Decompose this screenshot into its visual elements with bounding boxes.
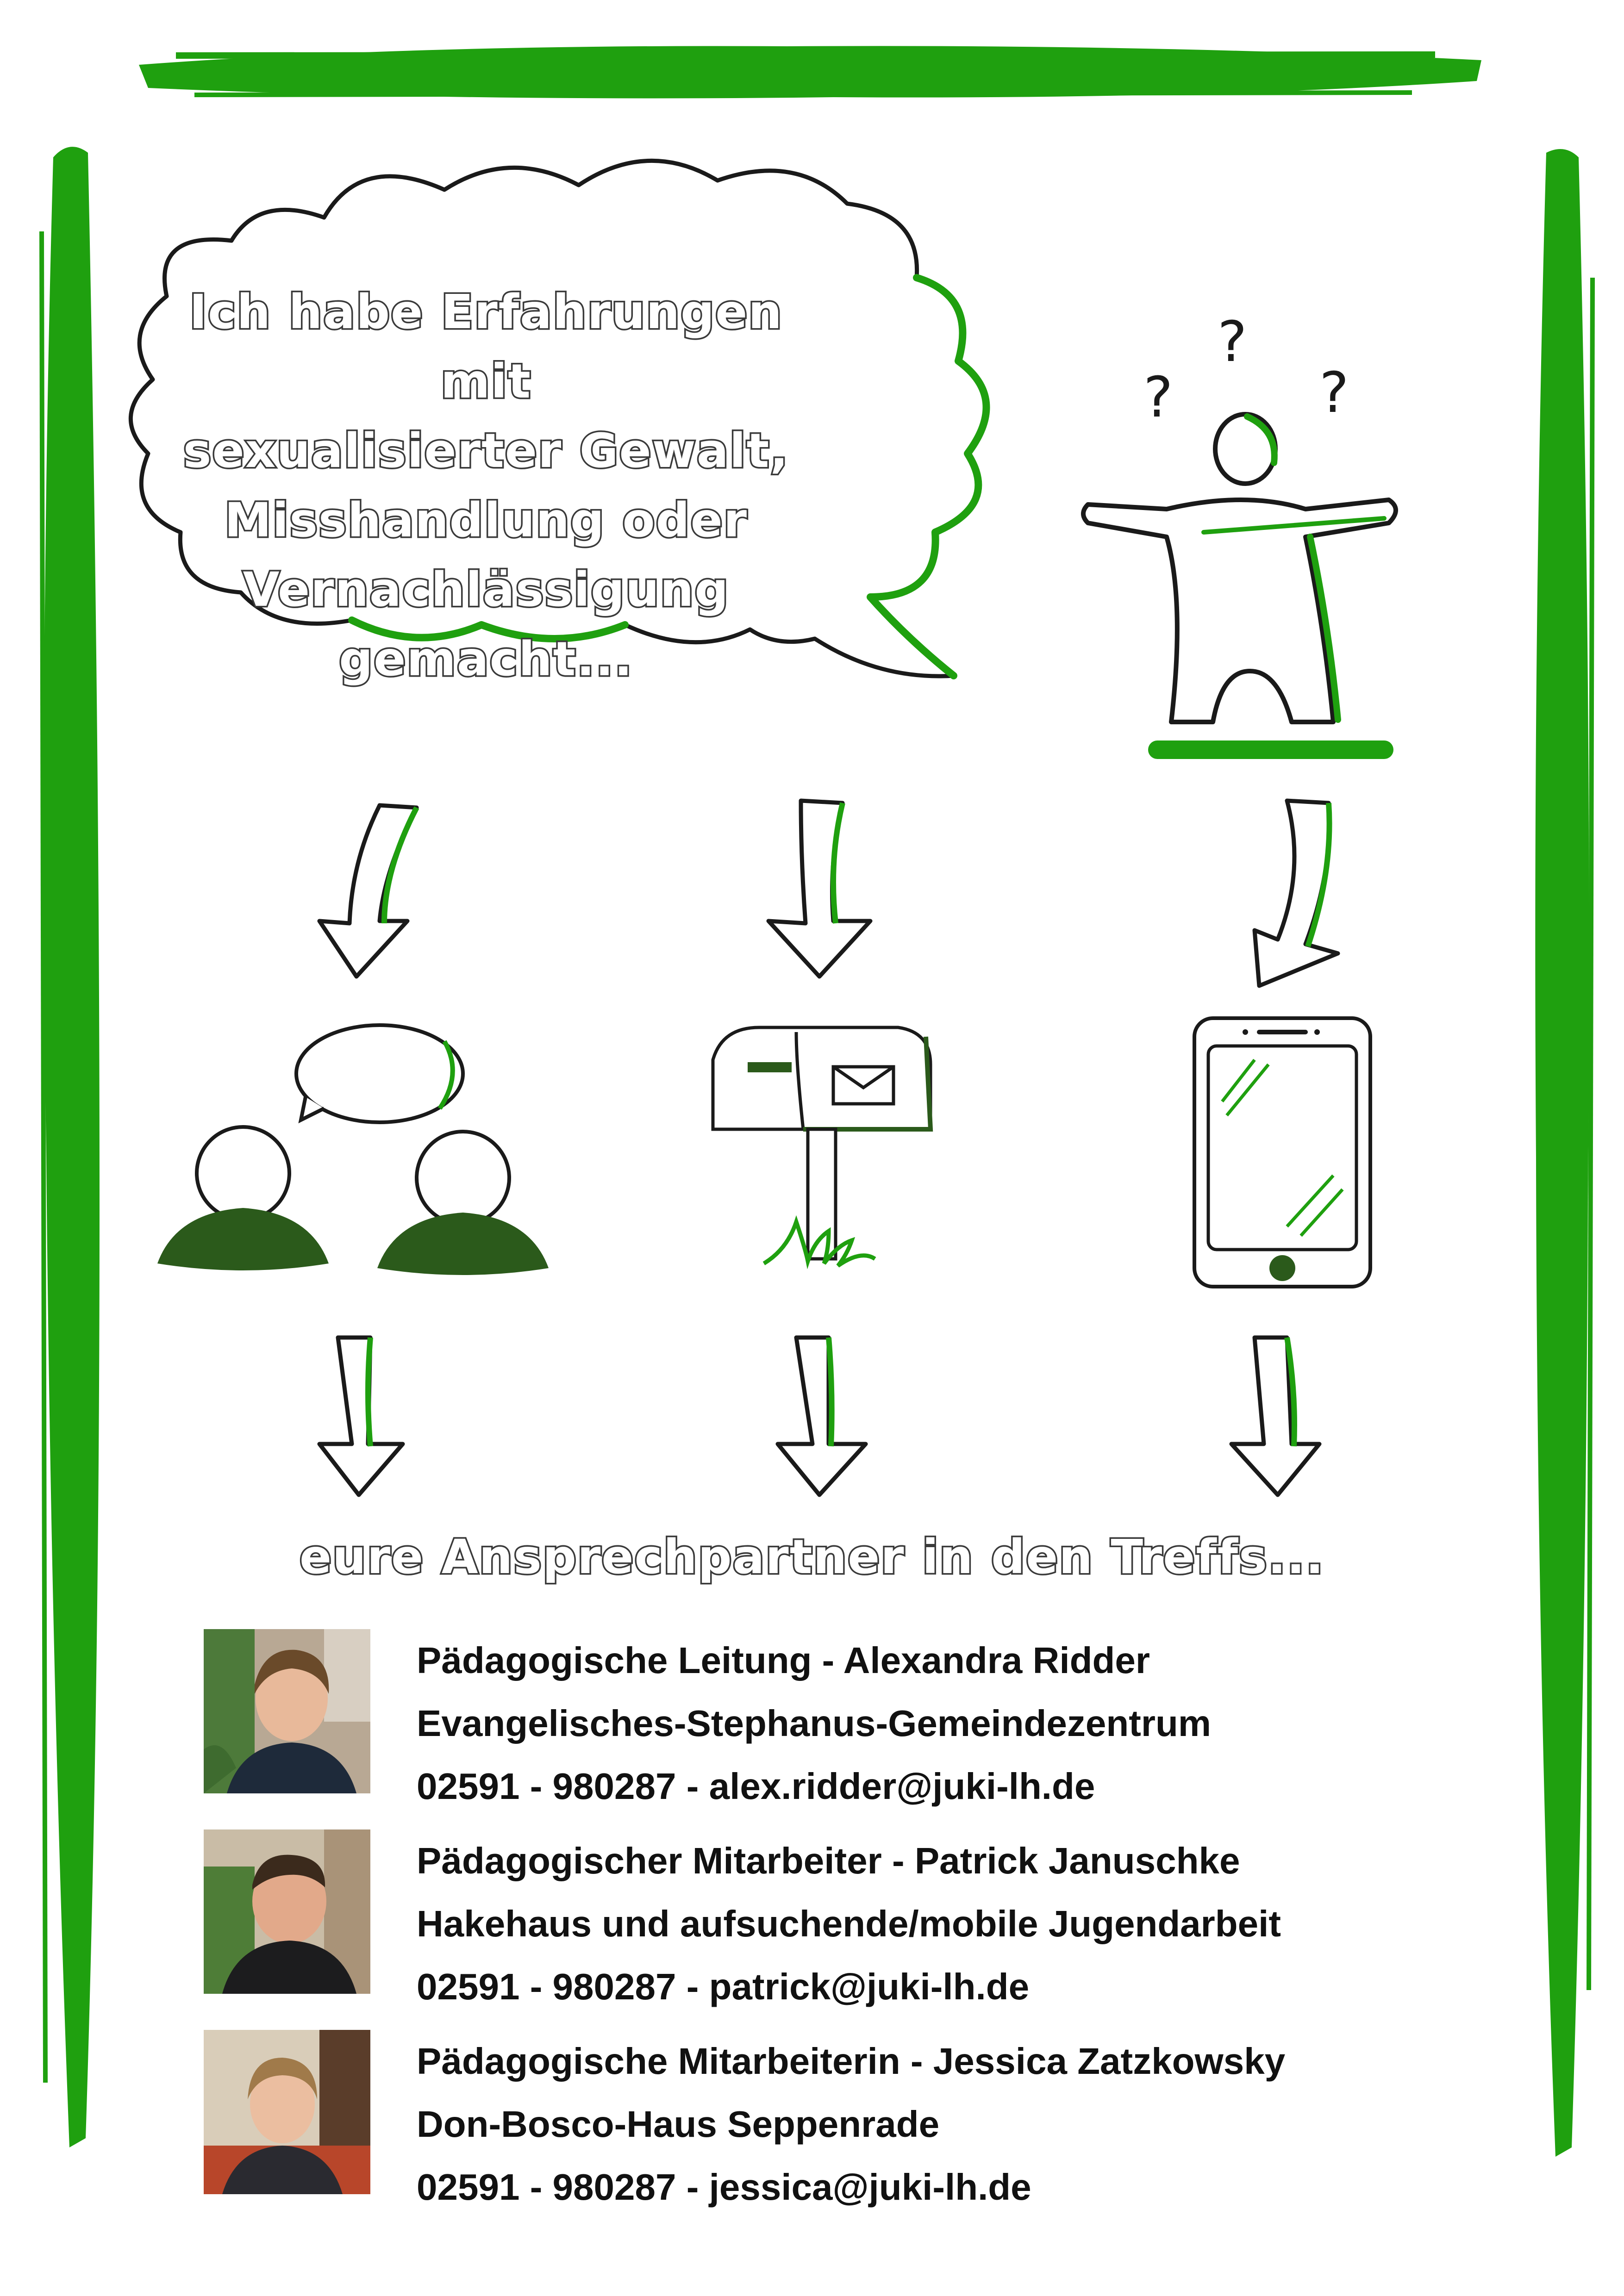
conversation-icon — [157, 1025, 549, 1275]
contact-photo — [204, 1829, 370, 1994]
contact-info — [417, 2030, 1389, 2219]
contact-info — [417, 1629, 1389, 1818]
svg-text:?: ? — [1319, 361, 1349, 425]
svg-text:?: ? — [1143, 366, 1173, 430]
contact-details[interactable]: 02591 - 980287 - alex.ridder@juki-lh.de — [417, 1766, 1095, 1807]
cloud-line-4: Vernachlässigung gemacht... — [243, 562, 730, 687]
left-brush-stroke — [42, 147, 100, 2147]
cloud-line-1: Ich habe Erfahrungen mit — [189, 285, 783, 409]
right-brush-stroke — [1535, 149, 1593, 2157]
contact-role: Pädagogischer Mitarbeiter - Patrick Januschke — [417, 1840, 1240, 1881]
contact-photo — [204, 2030, 370, 2194]
contact-photo — [204, 1629, 370, 1793]
contact-role: Pädagogische Mitarbeiterin - Jessica Zatzkowsky — [417, 2041, 1286, 2082]
contact-details[interactable]: 02591 - 980287 - patrick@juki-lh.de — [417, 1966, 1030, 2007]
contact-card — [204, 2030, 1361, 2208]
arrow-row-top — [319, 801, 1338, 986]
partners-heading: eure Ansprechpartner in den Treffs... — [299, 1530, 1325, 1585]
cloud-line-3: Misshandlung oder — [224, 493, 748, 548]
contact-card — [204, 1829, 1361, 2007]
top-brush-stroke — [139, 46, 1481, 98]
contact-card — [204, 1629, 1361, 1807]
cloud-line-2: sexualisierter Gewalt, — [183, 423, 789, 479]
mailbox-icon — [713, 1027, 931, 1266]
speech-cloud-text — [139, 278, 833, 694]
contact-info — [417, 1829, 1389, 2018]
questioning-person-icon — [1083, 310, 1396, 750]
contact-location: Hakehaus und aufsuchende/mobile Jugendarbeit — [417, 1903, 1281, 1944]
contact-role: Pädagogische Leitung - Alexandra Ridder — [417, 1640, 1150, 1681]
smartphone-icon — [1194, 1018, 1370, 1287]
contact-details[interactable]: 02591 - 980287 - jessica@juki-lh.de — [417, 2166, 1031, 2208]
arrow-row-bottom — [319, 1338, 1319, 1495]
contact-location: Don-Bosco-Haus Seppenrade — [417, 2103, 940, 2145]
contact-location: Evangelisches-Stephanus-Gemeindezentrum — [417, 1703, 1212, 1744]
svg-text:?: ? — [1218, 310, 1247, 374]
